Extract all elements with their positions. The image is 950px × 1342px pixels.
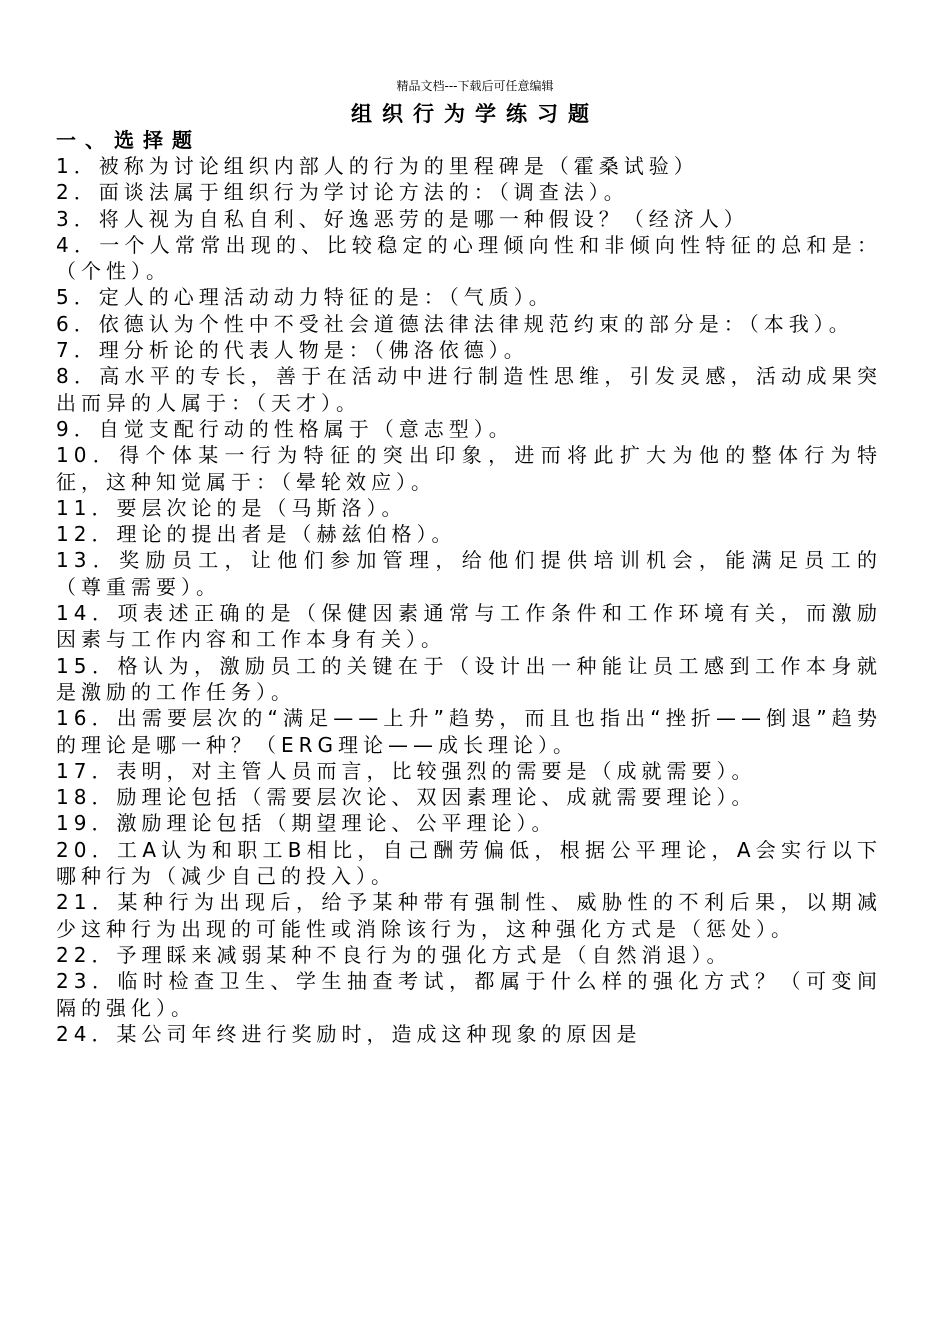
question-item: 7．理分析论的代表人物是：（佛洛依德）。 [56, 338, 529, 363]
document-body [56, 127, 882, 1047]
question-item: 15．格认为，激励员工的关键在于（设计出一种能让员工感到工作本身就是激励的工作任务）。 [56, 653, 882, 704]
question-item: 3．将人视为自私自利、好逸恶劳的是哪一种假设？（经济人） [56, 206, 749, 231]
question-item: 6．依德认为个性中不受社会道德法律法律规范约束的部分是：（本我）。 [56, 311, 854, 336]
question-item: 8．高水平的专长，善于在活动中进行制造性思维，引发灵感，活动成果突出而异的人属于：（天才）。 [56, 364, 882, 415]
question-item: 10．得个体某一行为特征的突出印象，进而将此扩大为他的整体行为特征，这种知觉属于：（晕轮效应）。 [56, 443, 882, 494]
question-item: 12．理论的提出者是（赫兹伯格）。 [56, 522, 457, 547]
question-item: 16．出需要层次的“满足——上升”趋势，而且也指出“挫折——倒退”趋势的理论是哪一种？（ERG理论——成长理论）。 [56, 706, 882, 757]
question-item: 2．面谈法属于组织行为学讨论方法的：（调查法）。 [56, 180, 629, 205]
question-item: 18．励理论包括（需要层次论、双因素理论、成就需要理论）。 [56, 785, 757, 810]
question-item: 1．被称为讨论组织内部人的行为的里程碑是（霍桑试验） [56, 154, 699, 178]
question-item: 14．项表述正确的是（保健因素通常与工作条件和工作环境有关，而激励因素与工作内容和工作本身有关）。 [56, 601, 882, 652]
question-item: 5．定人的心理活动动力特征的是：（气质）。 [56, 285, 554, 310]
question-item: 21．某种行为出现后，给予某种带有强制性、威胁性的不利后果，以期减少这种行为出现的可能性或消除该行为，这种强化方式是（惩处）。 [56, 890, 882, 941]
question-item: 13．奖励员工，让他们参加管理，给他们提供培训机会，能满足员工的（尊重需要）。 [56, 548, 882, 599]
question-item: 20．工A认为和职工B相比，自己酬劳偏低，根据公平理论，A会实行以下哪种行为（减少自己的投入）。 [56, 837, 882, 889]
question-item: 11．要层次论的是（马斯洛）。 [56, 495, 407, 520]
question-item: 19．激励理论包括（期望理论、公平理论）。 [56, 811, 557, 836]
header-note: 精品文档---下载后可任意编辑 [396, 79, 554, 93]
question-item: 24．某公司年终进行奖励时，造成这种现象的原因是 [56, 1021, 642, 1046]
question-item: 22．予理睬来减弱某种不良行为的强化方式是（自然消退）。 [56, 942, 732, 967]
question-item: 17．表明，对主管人员而言，比较强烈的需要是（成就需要）。 [56, 758, 757, 783]
document-title: 组织行为学练习题 [351, 102, 599, 126]
question-item: 4．一个人常常出现的、比较稳定的心理倾向性和非倾向性特征的总和是：（个性）。 [56, 232, 882, 284]
question-item: 9．自觉支配行动的性格属于（意志型）。 [56, 416, 514, 441]
question-item: 23．临时检查卫生、学生抽查考试，都属于什么样的强化方式？（可变间隔的强化）。 [56, 969, 882, 1020]
section-heading: 一、选择题 [56, 128, 201, 152]
